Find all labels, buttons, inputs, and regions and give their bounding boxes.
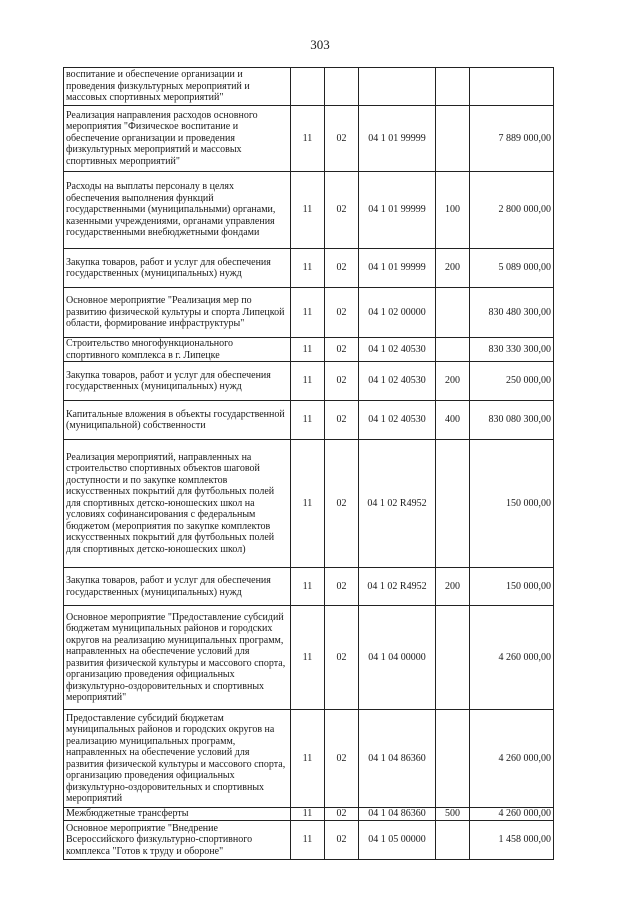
row-amount: 4 260 000,00 [470,606,554,710]
row-amount: 2 800 000,00 [470,172,554,249]
row-expense-type [436,68,470,106]
budget-table-body [64,68,554,860]
row-expense-type: 500 [436,808,470,821]
row-expense-type: 200 [436,362,470,401]
row-target-code: 04 1 04 86360 [359,710,436,808]
table-row [64,172,554,249]
budget-table [63,67,554,860]
row-section: 11 [291,338,325,362]
row-target-code: 04 1 02 40530 [359,362,436,401]
row-section: 11 [291,249,325,288]
row-target-code: 04 1 02 00000 [359,288,436,338]
row-amount: 250 000,00 [470,362,554,401]
row-section: 11 [291,821,325,860]
row-target-code: 04 1 01 99999 [359,172,436,249]
row-amount: 1 458 000,00 [470,821,554,860]
table-row [64,710,554,808]
row-section: 11 [291,401,325,440]
row-expense-type [436,106,470,172]
row-subsection: 02 [325,710,359,808]
row-name: Предоставление субсидий бюджетам муниципальных районов и городских округов на реализацию муниципальных программ, направленных на обеспечение условий для развития физической культуры и массового спорта, организацию проведения официальных физкультурно-оздоровительных и спортивных мероприятий [64,710,291,808]
table-row [64,821,554,860]
row-amount [470,68,554,106]
row-name: Основное мероприятие "Реализация мер по развитию физической культуры и спорта Липецкой области, формирование инфраструктуры" [64,288,291,338]
page-number: 303 [310,37,330,52]
row-target-code: 04 1 02 R4952 [359,440,436,568]
table-row [64,606,554,710]
row-subsection: 02 [325,288,359,338]
row-expense-type: 100 [436,172,470,249]
row-amount: 4 260 000,00 [470,808,554,821]
row-target-code: 04 1 02 40530 [359,338,436,362]
row-subsection: 02 [325,606,359,710]
row-subsection: 02 [325,338,359,362]
table-row [64,568,554,606]
row-name: Строительство многофункционального спортивного комплекса в г. Липецке [64,338,291,362]
row-subsection: 02 [325,401,359,440]
row-subsection: 02 [325,106,359,172]
table-row [64,106,554,172]
row-subsection: 02 [325,568,359,606]
row-section: 11 [291,568,325,606]
row-expense-type [436,338,470,362]
row-expense-type: 200 [436,568,470,606]
row-section: 11 [291,710,325,808]
row-amount: 4 260 000,00 [470,710,554,808]
row-expense-type [436,606,470,710]
row-target-code: 04 1 01 99999 [359,249,436,288]
row-name: Основное мероприятие "Предоставление субсидий бюджетам муниципальных районов и городских округов на реализацию муниципальных программ, направленных на обеспечение условий для развития физической культуры и массового спорта, организацию проведения официальных физкультурно-оздоровительных и спортивных мероприятий" [64,606,291,710]
row-target-code: 04 1 02 R4952 [359,568,436,606]
row-expense-type: 400 [436,401,470,440]
table-row [64,68,554,106]
table-row [64,440,554,568]
row-section: 11 [291,606,325,710]
row-subsection: 02 [325,249,359,288]
row-name: Расходы на выплаты персоналу в целях обеспечения выполнения функций государственными (муниципальными) органами, казенными учреждениями, органами управления государственными внебюджетными фондами [64,172,291,249]
row-name: Основное мероприятие "Внедрение Всероссийского физкультурно-спортивного комплекса "Готов к труду и обороне" [64,821,291,860]
row-amount: 150 000,00 [470,440,554,568]
table-row [64,808,554,821]
row-target-code: 04 1 04 86360 [359,808,436,821]
row-target-code [359,68,436,106]
row-subsection: 02 [325,821,359,860]
row-expense-type: 200 [436,249,470,288]
row-amount: 830 330 300,00 [470,338,554,362]
row-subsection: 02 [325,362,359,401]
table-row [64,401,554,440]
table-row [64,288,554,338]
table-row [64,362,554,401]
row-subsection: 02 [325,172,359,249]
row-expense-type [436,821,470,860]
row-subsection [325,68,359,106]
row-section: 11 [291,808,325,821]
row-target-code: 04 1 05 00000 [359,821,436,860]
row-name: Закупка товаров, работ и услуг для обеспечения государственных (муниципальных) нужд [64,568,291,606]
row-section: 11 [291,440,325,568]
row-name: воспитание и обеспечение организации и проведения физкультурных мероприятий и массовых спортивных мероприятий" [64,68,291,106]
row-name: Капитальные вложения в объекты государственной (муниципальной) собственности [64,401,291,440]
row-target-code: 04 1 02 40530 [359,401,436,440]
row-amount: 830 480 300,00 [470,288,554,338]
row-target-code: 04 1 01 99999 [359,106,436,172]
row-name: Реализация мероприятий, направленных на строительство спортивных объектов шаговой доступности и по закупке комплектов искусственных покрытий для футбольных полей для спортивных детско-юношеских школ на условиях софинансирования с федеральным бюджетом (мероприятия по закупке комплектов искусственных покрытий для футбольных полей для спортивных детско-юношеских школ) [64,440,291,568]
row-section: 11 [291,288,325,338]
row-expense-type [436,288,470,338]
row-name: Закупка товаров, работ и услуг для обеспечения государственных (муниципальных) нужд [64,249,291,288]
row-name: Межбюджетные трансферты [64,808,291,821]
row-section [291,68,325,106]
row-target-code: 04 1 04 00000 [359,606,436,710]
row-section: 11 [291,172,325,249]
row-amount: 150 000,00 [470,568,554,606]
table-row [64,338,554,362]
row-expense-type [436,710,470,808]
row-amount: 7 889 000,00 [470,106,554,172]
row-expense-type [436,440,470,568]
row-amount: 5 089 000,00 [470,249,554,288]
row-subsection: 02 [325,808,359,821]
row-name: Реализация направления расходов основного мероприятия "Физическое воспитание и обеспечение организации и проведения физкультурных мероприятий и массовых спортивных мероприятий" [64,106,291,172]
row-section: 11 [291,106,325,172]
row-name: Закупка товаров, работ и услуг для обеспечения государственных (муниципальных) нужд [64,362,291,401]
row-subsection: 02 [325,440,359,568]
row-amount: 830 080 300,00 [470,401,554,440]
row-section: 11 [291,362,325,401]
table-row [64,249,554,288]
